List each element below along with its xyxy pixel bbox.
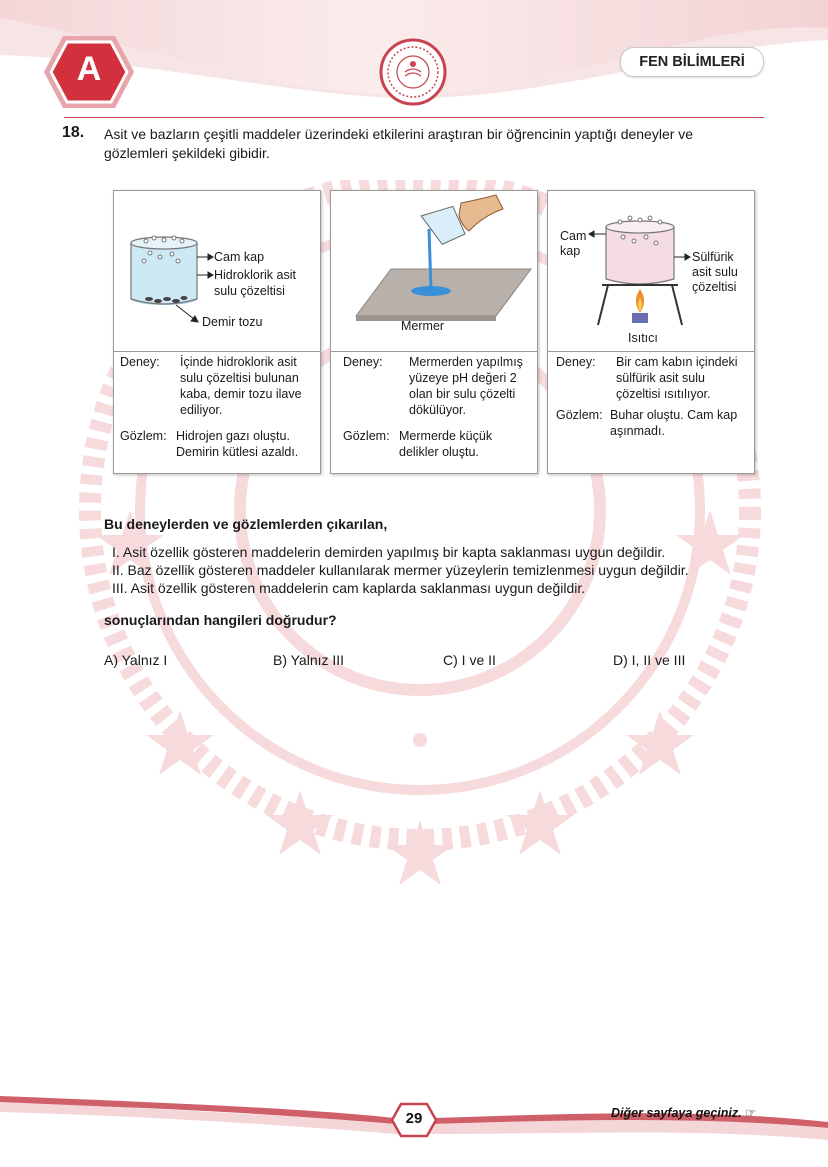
ministry-seal-icon <box>381 40 445 104</box>
deney-label: Deney: <box>343 355 383 369</box>
header-rule <box>64 117 764 118</box>
statement-list <box>112 543 689 597</box>
option-a[interactable]: A) Yalnız I <box>104 652 168 668</box>
label-kap: kap <box>560 244 581 258</box>
label-sulfurik: Sülfürik <box>692 250 734 264</box>
gozlem-label: Gözlem: <box>556 408 603 422</box>
experiment-panel-1 <box>113 190 321 474</box>
panel-2-text <box>331 354 537 460</box>
experiment-panel-3 <box>547 190 755 474</box>
question-number: 18. <box>62 124 85 141</box>
option-c[interactable]: C) I ve II <box>443 652 496 668</box>
statement-2: II. Baz özellik gösteren maddeler kullanılarak mermer yüzeylerin temizlenmesi uygun değildir. <box>112 562 689 578</box>
deney-text: İçinde hidroklorik asit sulu çözeltisi bulunan kaba, demir tozu ilave ediliyor. <box>180 355 302 417</box>
deney-text: Bir cam kabın içindeki sülfürik asit sulu çözeltisi ısıtılıyor. <box>616 355 738 401</box>
deney-label: Deney: <box>120 355 160 369</box>
gozlem-text: Hidrojen gazı oluştu. Demirin kütlesi azaldı. <box>176 429 299 459</box>
next-page-note: Diğer sayfaya geçiniz. ☞ <box>611 1106 757 1120</box>
subject-badge: FEN BİLİMLERİ <box>620 47 764 77</box>
gozlem-label: Gözlem: <box>120 429 167 443</box>
label-mermer: Mermer <box>401 319 445 333</box>
deney-label: Deney: <box>556 355 596 369</box>
label-asit-sulu: asit sulu <box>692 265 738 279</box>
question-ask: sonuçlarından hangileri doğrudur? <box>104 612 337 628</box>
experiment-panel-2 <box>330 190 538 474</box>
statement-1: I. Asit özellik gösteren maddelerin demirden yapılmış bir kapta saklanması uygun değildir. <box>112 544 666 560</box>
gozlem-text: Buhar oluştu. Cam kap aşınmadı. <box>610 408 738 438</box>
question-stem: Asit ve bazların çeşitli maddeler üzerindeki etkilerini araştıran bir öğrencinin yaptığı deneyler ve gözlemleri şekildeki gibidir. <box>104 126 694 161</box>
label-isitici: Isıtıcı <box>628 331 658 345</box>
label-cozeltisi: çözeltisi <box>692 280 737 294</box>
gozlem-text: Mermerde küçük delikler oluştu. <box>399 429 493 459</box>
deney-text: Mermerden yapılmış yüzeye pH değeri 2 olan bir sulu çözelti dökülüyor. <box>409 355 523 417</box>
label-sulu-cozeltisi: sulu çözeltisi <box>214 284 285 298</box>
panel-3-text <box>548 354 754 439</box>
label-demir-tozu: Demir tozu <box>202 315 263 329</box>
question-lead: Bu deneylerden ve gözlemlerden çıkarılan, <box>104 516 388 532</box>
option-d[interactable]: D) I, II ve III <box>613 652 686 668</box>
gozlem-label: Gözlem: <box>343 429 390 443</box>
option-b[interactable]: B) Yalnız III <box>273 652 345 668</box>
label-cam: Cam <box>560 229 587 243</box>
statement-3: III. Asit özellik gösteren maddelerin cam kaplarda saklanması uygun değildir. <box>112 580 586 596</box>
booklet-letter: A <box>76 50 102 88</box>
page-number: 29 <box>405 1110 423 1127</box>
label-cam-kap: Cam kap <box>214 250 265 264</box>
panel-1-text <box>114 354 320 460</box>
label-hidroklorik: Hidroklorik asit <box>214 268 296 282</box>
